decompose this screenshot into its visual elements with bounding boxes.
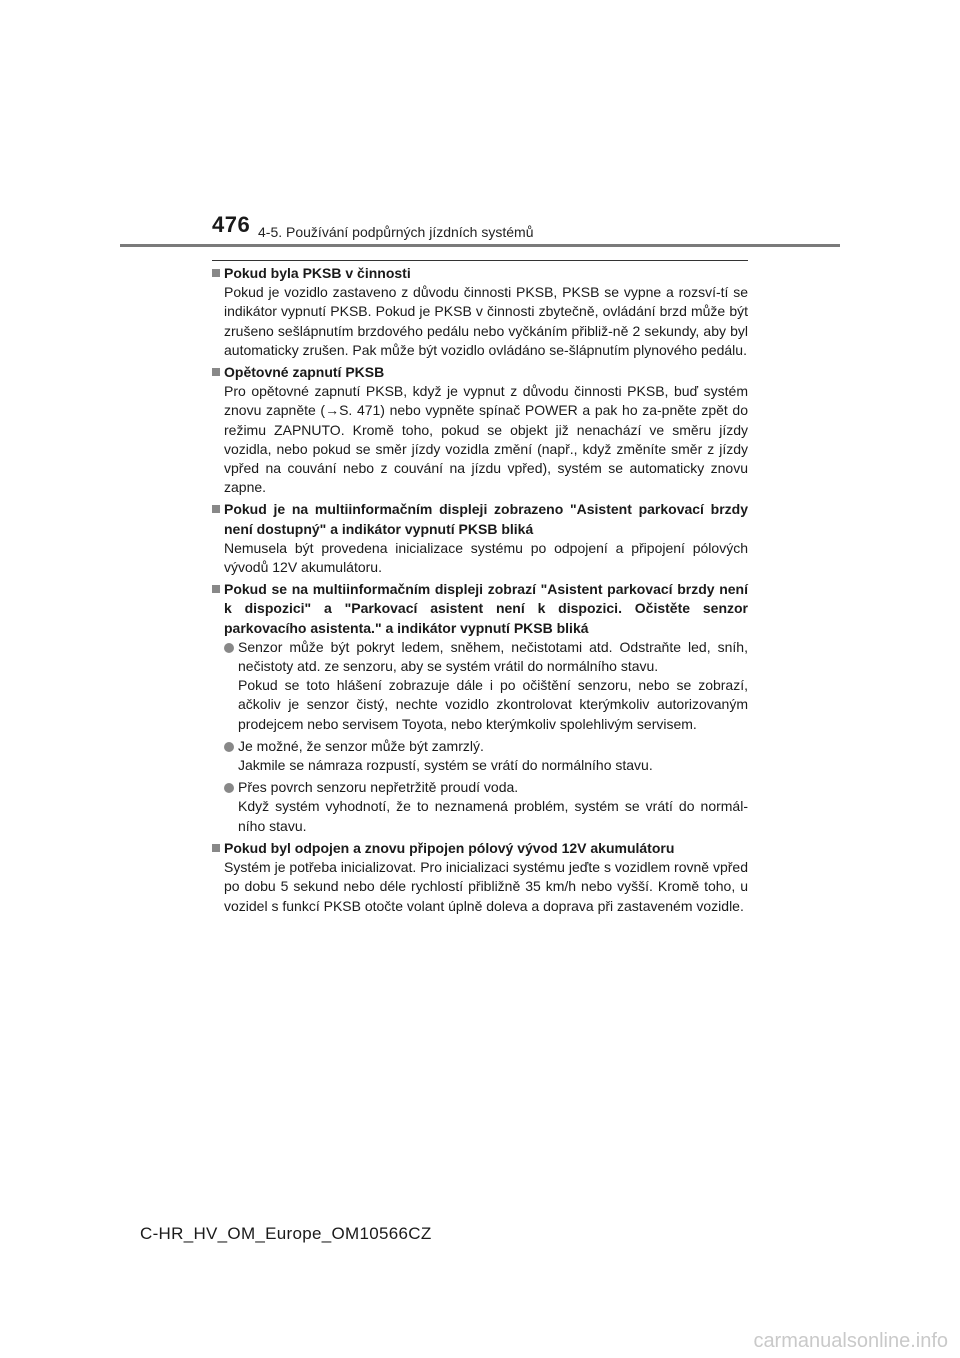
circle-bullet-icon	[224, 643, 234, 653]
section-heading: Opětovné zapnutí PKSB	[212, 363, 748, 382]
square-bullet-icon	[212, 269, 220, 277]
section-body: Pro opětovné zapnutí PKSB, když je vypnut z důvodu činnosti PKSB, buď systém znovu zapněte (→S. 471) nebo vypněte spínač POWER a pak ho za-pněte zpět do režimu ZAPNUTO. Kromě toho, pokud se objekt již nenachází ve směru jízdy vozidla, nebo pokud se směr jízdy vozidla změní (např., když změníte směr z jízdy vpřed na couvání nebo z couvání na jízdu vpřed), systém se automaticky znovu zapne.	[224, 383, 748, 496]
bullet-text: Senzor může být pokryt ledem, sněhem, nečistotami atd. Odstraňte led, sníh, nečistoty atd. ze senzoru, aby se systém vrátil do normálního stavu.	[238, 638, 748, 675]
section-heading: Pokud byla PKSB v činnosti	[212, 264, 748, 283]
document-code: C-HR_HV_OM_Europe_OM10566CZ	[140, 1224, 432, 1243]
bullet-text: Pokud se toto hlášení zobrazuje dále i po očištění senzoru, nebo se zobrazí, ačkoliv je senzor čistý, nechte vozidlo zkontrolovat kterýmkoliv autorizovaným prodejcem nebo servisem Toyota, nebo kterýmkoliv spolehlivým servisem.	[238, 677, 748, 732]
page-number: 476	[212, 212, 251, 237]
section-body: Pokud je vozidlo zastaveno z důvodu činnosti PKSB, PKSB se vypne a rozsví-tí se indikátor vypnutí PKSB. Pokud je PKSB v činnosti zbytečně, ovládání brzd může být zrušeno sešlápnutím brzdového pedálu nebo vyčkáním přibliž-ně 2 sekundy, aby byl automaticky zrušen. Pak může být vozidlo ovládáno se-šlápnutím plynového pedálu.	[224, 284, 748, 358]
list-item	[212, 737, 748, 775]
square-bullet-icon	[212, 505, 220, 513]
square-bullet-icon	[212, 844, 220, 852]
bullet-text: Když systém vyhodnotí, že to neznamená problém, systém se vrátí do normál-ního stavu.	[238, 798, 748, 834]
list-item	[212, 638, 748, 734]
section-pksb-active	[212, 264, 748, 360]
section-pksb-restart	[212, 363, 748, 497]
section-heading: Pokud je na multiinformačním displeji zobrazeno "Asistent parkovací brzdy není dostupný" a indikátor vypnutí PKSB bliká	[212, 500, 748, 538]
section-not-available	[212, 500, 748, 577]
section-divider	[212, 260, 748, 261]
section-battery-reconnect	[212, 839, 748, 916]
section-body: Systém je potřeba inicializovat. Pro inicializaci systému jeďte s vozidlem rovně vpřed po dobu 5 sekund nebo déle rychlostí přibližně 35 km/h nebo vyšší. Kromě toho, u vozidel s funkcí PKSB otočte volant úplně doleva a doprava při zastaveném vozidle.	[224, 859, 748, 914]
square-bullet-icon	[212, 585, 220, 593]
section-clean-sensor	[212, 580, 748, 836]
list-item	[212, 778, 748, 836]
circle-bullet-icon	[224, 783, 234, 793]
circle-bullet-icon	[224, 742, 234, 752]
bullet-text: Jakmile se námraza rozpustí, systém se vrátí do normálního stavu.	[238, 757, 653, 774]
bullet-text: Je možné, že senzor může být zamrzlý.	[238, 737, 484, 754]
square-bullet-icon	[212, 368, 220, 376]
chapter-title: 4-5. Používání podpůrných jízdních systémů	[258, 224, 534, 240]
section-heading: Pokud se na multiinformačním displeji zobrazí "Asistent parkovací brzdy není k dispozici" a "Parkovací asistent není k dispozici. Očistěte senzor parkovacího asistenta." a indikátor vypnutí PKSB bliká	[212, 580, 748, 638]
main-content	[212, 264, 748, 919]
bullet-text: Přes povrch senzoru nepřetržitě proudí voda.	[238, 779, 519, 796]
section-heading: Pokud byl odpojen a znovu připojen pólový vývod 12V akumulátoru	[212, 839, 748, 858]
watermark: carmanualsonline.info	[753, 1330, 948, 1352]
header-divider	[120, 244, 840, 247]
section-body: Nemusela být provedena inicializace systému po odpojení a připojení pólových vývodů 12V akumulátoru.	[224, 539, 748, 576]
